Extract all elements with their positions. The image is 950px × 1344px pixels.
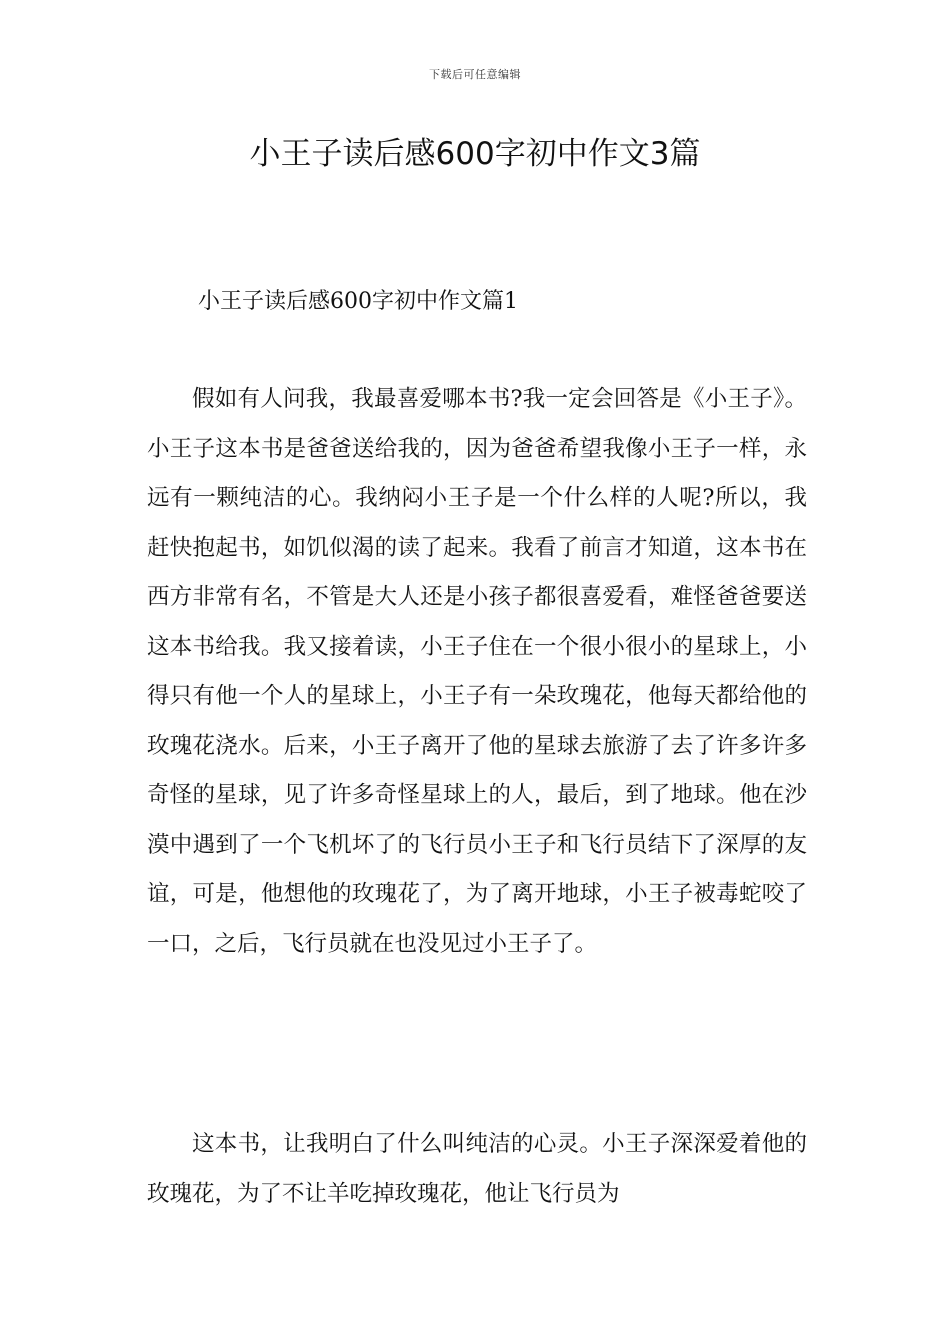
section-heading: 小王子读后感600字初中作文篇1 <box>198 289 518 314</box>
header-note: 下载后可任意编辑 <box>429 68 521 81</box>
body-paragraph-2: 这本书，让我明白了什么叫纯洁的心灵。小王子深深爱着他的玫瑰花，为了不让羊吃掉玫瑰花，他让飞行员为 <box>147 1131 807 1207</box>
document-title: 小王子读后感600字初中作文3篇 <box>249 136 701 172</box>
body-paragraph-1: 假如有人问我，我最喜爱哪本书?我一定会回答是《小王子》。小王子这本书是爸爸送给我的，因为爸爸希望我像小王子一样，永远有一颗纯洁的心。我纳闷小王子是一个什么样的人呢?所以，我赶快抱起书，如饥似渴的读了起来。我看了前言才知道，这本书在西方非常有名，不管是大人还是小孩子都很喜爱看，难怪爸爸要送这本书给我。我又接着读，小王子住在一个很小很小的星球上，小得只有他一个人的星球上，小王子有一朵玫瑰花，他每天都给他的玫瑰花浇水。后来，小王子离开了他的星球去旅游了去了许多许多奇怪的星球，见了许多奇怪星球上的人，最后，到了地球。他在沙漠中遇到了一个飞机坏了的飞行员小王子和飞行员结下了深厚的友谊，可是，他想他的玫瑰花了，为了离开地球，小王子被毒蛇咬了一口，之后，飞行员就在也没见过小王子了。 <box>147 386 807 957</box>
